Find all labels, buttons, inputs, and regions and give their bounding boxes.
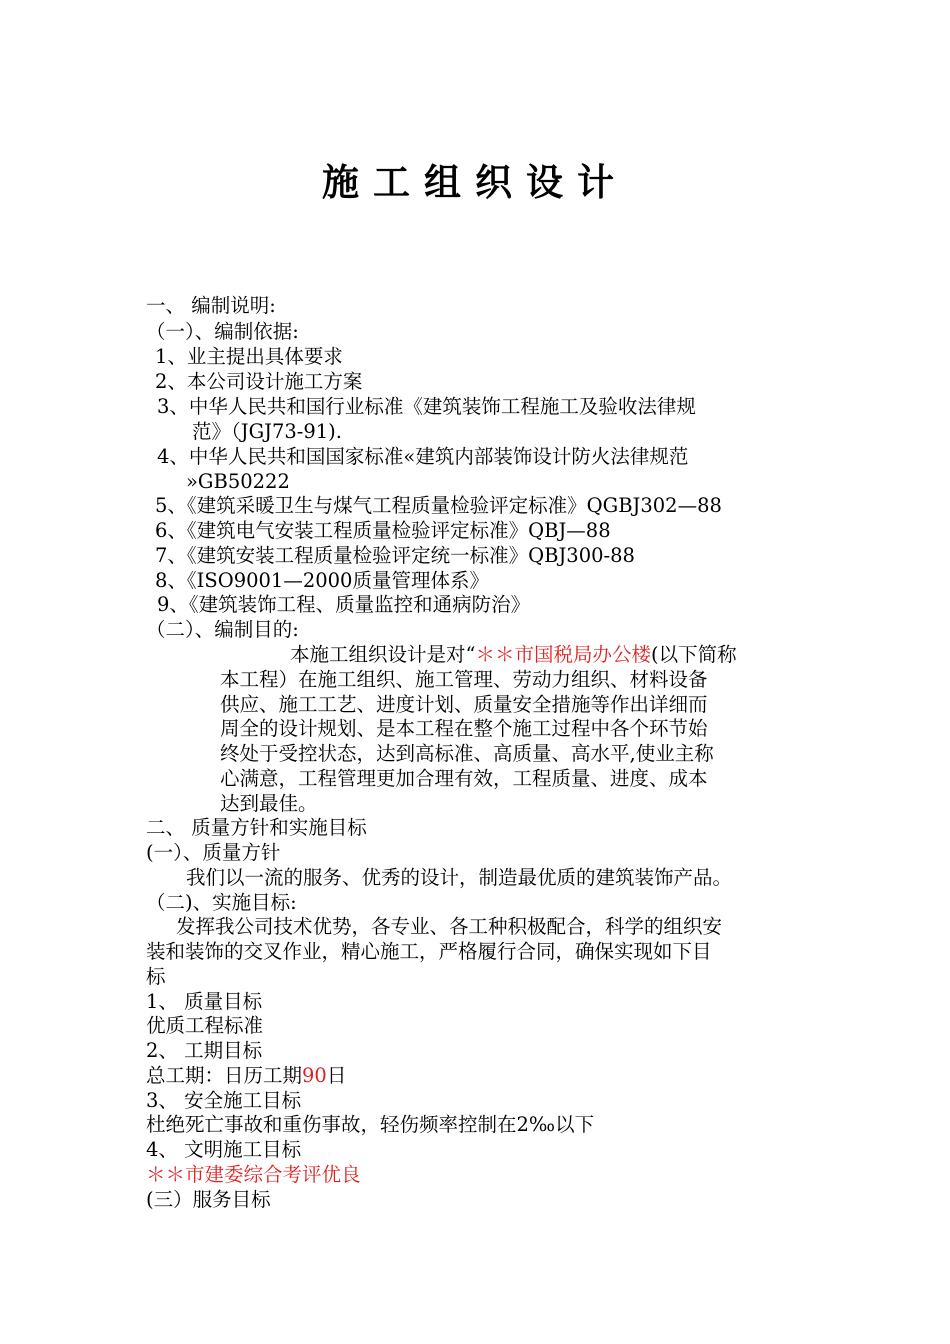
targets-paragraph-line-2: 装和装饰的交叉作业，精心施工，严格履行合同，确保实现如下目	[146, 940, 712, 963]
schedule-days-value: 90	[302, 1064, 327, 1087]
purpose-paragraph-line-6: 心满意，工程管理更加合理有效，工程质量、进度、成本	[220, 767, 708, 790]
target-4-text: ＊＊市建委综合考评优良	[146, 1163, 361, 1186]
schedule-days-unit: 日	[326, 1064, 347, 1087]
basis-item-4-cont: »GB50222	[186, 470, 290, 493]
subsection-service-heading: (三）服务目标	[146, 1188, 271, 1211]
schedule-label: 总工期：日历工期	[146, 1064, 303, 1087]
purpose-text-abbrev: (以下简称	[651, 643, 737, 666]
basis-item-3: 3、中华人民共和国行业标准《建筑装饰工程施工及验收法律规	[157, 395, 696, 418]
section-1-heading: 一、 编制说明:	[146, 294, 276, 317]
targets-paragraph-line-3: 标	[146, 965, 166, 988]
basis-item-4: 4、中华人民共和国国家标准«建筑内部装饰设计防火法律规范	[157, 445, 689, 468]
target-3-text: 杜绝死亡事故和重伤事故，轻伤频率控制在2‰以下	[146, 1113, 595, 1136]
purpose-paragraph-line-2: 本工程）在施工组织、施工管理、劳动力组织、材料设备	[220, 668, 708, 691]
targets-paragraph-line-1: 发挥我公司技术优势，各专业、各工种积极配合，科学的组织安	[176, 915, 723, 938]
purpose-paragraph-line-7: 达到最佳。	[220, 792, 318, 815]
basis-item-2: 2、本公司设计施工方案	[155, 370, 363, 393]
purpose-paragraph-line-1	[290, 642, 737, 667]
target-4-heading: 4、 文明施工目标	[146, 1138, 302, 1161]
target-3-heading: 3、 安全施工目标	[146, 1089, 302, 1112]
purpose-paragraph-line-3: 供应、施工工艺、进度计划、质量安全措施等作出详细而	[220, 693, 708, 716]
purpose-paragraph-line-5: 终处于受控状态，达到高标准、高质量、高水平,使业主称	[220, 742, 714, 765]
purpose-text-start: 本施工组织设计是对“	[290, 643, 476, 666]
basis-item-3-cont: 范》（JGJ73-91).	[192, 420, 342, 443]
subsection-basis-heading: （一）、编制依据:	[146, 320, 299, 343]
subsection-quality-policy-heading: (一）、质量方针	[146, 841, 281, 864]
basis-item-6: 6、《建筑电气安装工程质量检验评定标准》QBJ—88	[155, 519, 611, 542]
basis-item-8: 8、《ISO9001—2000质量管理体系》	[155, 569, 489, 592]
basis-item-5: 5、《建筑采暖卫生与煤气工程质量检验评定标准》QGBJ302—88	[155, 494, 722, 517]
purpose-paragraph-line-4: 周全的设计规划、是本工程在整个施工过程中各个环节始	[220, 717, 708, 740]
section-2-heading: 二、 质量方针和实施目标	[146, 816, 367, 839]
basis-item-7: 7、《建筑安装工程质量检验评定统一标准》QBJ300-88	[155, 544, 635, 567]
project-name-highlight: ＊＊市国税局办公楼	[475, 643, 651, 666]
target-2-heading: 2、 工期目标	[146, 1039, 263, 1062]
target-1-heading: 1、 质量目标	[146, 990, 263, 1013]
target-1-text: 优质工程标准	[146, 1014, 264, 1037]
document-title: 施工组织设计	[322, 160, 628, 204]
quality-policy-text: 我们以一流的服务、优秀的设计，制造最优质的建筑装饰产品。	[186, 866, 733, 889]
subsection-purpose-heading: （二）、编制目的:	[146, 618, 299, 641]
basis-item-9: 9、《建筑装饰工程、质量监控和通病防治》	[157, 593, 531, 616]
subsection-targets-heading: （二)、实施目标:	[146, 891, 297, 914]
basis-item-1: 1、业主提出具体要求	[155, 345, 343, 368]
target-2-text	[146, 1063, 346, 1088]
